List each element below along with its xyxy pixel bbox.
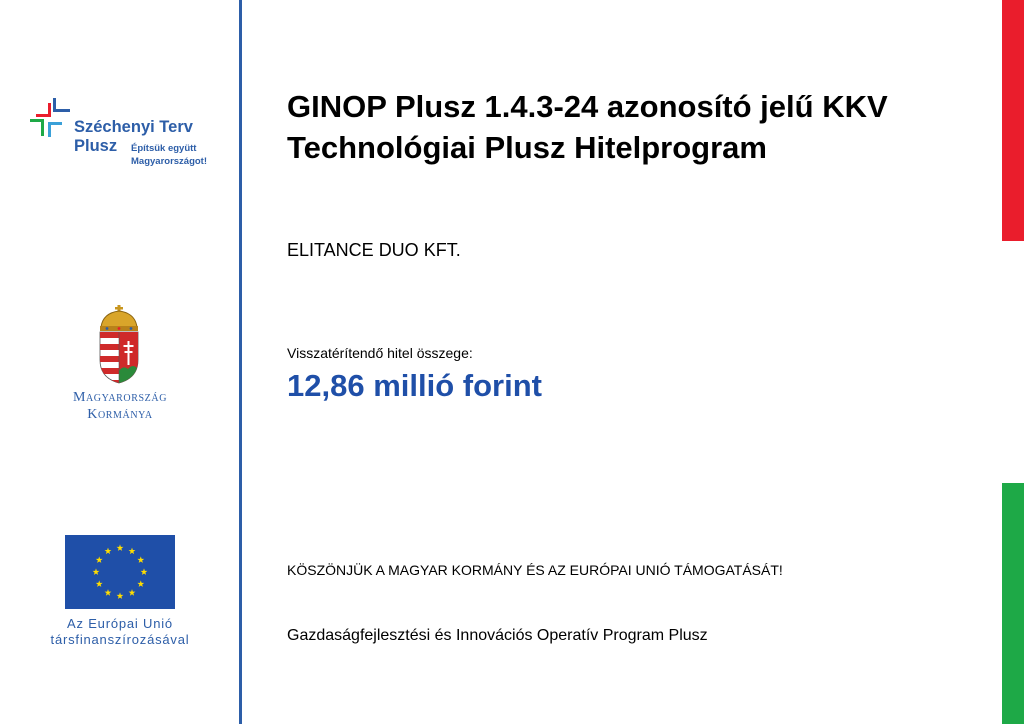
title-line-2: Technológiai Plusz Hitelprogram [287,130,767,165]
szechenyi-slogan [131,142,207,168]
operative-program-name: Gazdaságfejlesztési és Innovációs Operatív Program Plusz [287,627,708,644]
flag-green-stripe [1002,483,1024,724]
eu-stars-icon [65,535,175,609]
eu-star-icon [141,568,148,575]
eu-star-icon [129,548,136,555]
eu-star-icon [117,592,124,599]
title-line-1: GINOP Plusz 1.4.3-24 azonosító jelű KKV [287,89,888,124]
szechenyi-plus-mark-icon [28,96,76,144]
szechenyi-terv-logo [28,96,218,176]
loan-amount-label: Visszatérítendő hitel összege: [287,345,473,361]
government-label [40,389,200,423]
slogan-line-1: Építsük együtt [131,143,197,154]
hungarian-coat-of-arms-icon [95,305,143,385]
thanks-statement: KÖSZÖNJÜK A MAGYAR KORMÁNY ÉS AZ EURÓPAI UNIÓ TÁMOGATÁSÁT! [287,562,783,578]
eu-star-icon [129,589,136,596]
beneficiary-name: ELITANCE DUO KFT. [287,240,461,260]
government-line-1: Magyarország [72,390,168,405]
eu-star-icon [117,544,124,551]
eu-star-icon [105,548,112,555]
eu-star-icon [105,589,112,596]
eu-line-1: Az Európai Unió [67,616,173,631]
eu-line-2: társfinanszírozásával [50,632,190,647]
slogan-line-2: Magyarországot! [131,156,208,167]
program-title [287,86,987,168]
eu-star-icon [137,580,144,587]
eu-star-icon [96,556,103,563]
eu-cofinancing-label [30,616,210,648]
eu-star-icon [96,580,103,587]
szechenyi-plusz: Plusz [74,137,118,155]
eu-star-icon [137,556,144,563]
loan-amount-value: 12,86 millió forint [287,368,542,403]
flag-red-stripe [1002,0,1024,241]
government-line-2: Kormánya [87,407,153,422]
vertical-divider [239,0,242,724]
eu-star-icon [93,568,100,575]
szechenyi-title: Széchenyi Terv [74,118,193,136]
eu-flag [65,535,175,609]
